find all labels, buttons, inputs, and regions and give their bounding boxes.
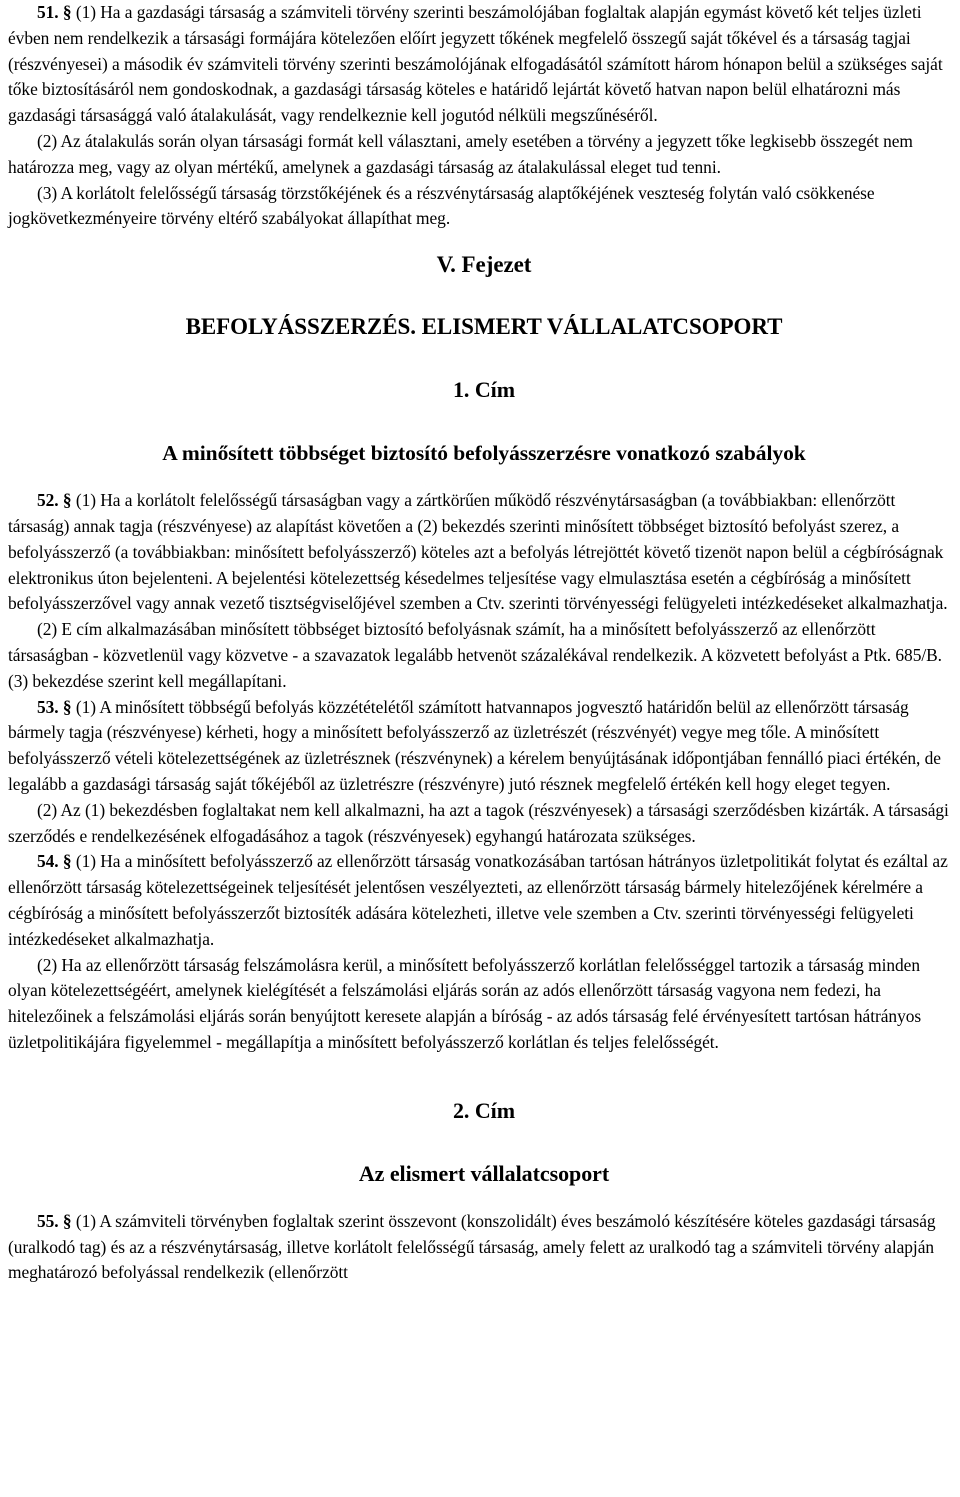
section-sign: § [62, 851, 72, 872]
title-1-name: A minősített többséget biztosító befolyásszerzésre vonatkozó szabályok [162, 441, 806, 466]
chapter-title: BEFOLYÁSSZERZÉS. ELISMERT VÁLLALATCSOPORT [185, 314, 783, 340]
paragraph-text: (1) Ha a gazdasági társaság a számviteli törvény szerinti beszámolójában foglaltak alapján egymást követő két teljes üzleti évben nem rendelkezik a társasági formájára kötelezően előírt jegyzett tőkének megfelelő összegű saját tőkével és a társaság tagjai (részvényesei) a második év számviteli törvény szerinti beszámolójának elfogadásától számított három hónapon belül a szükséges saját tőke biztosításáról nem gondoskodnak, a gazdasági társaság köteles e határidő lejártát követő hatvan napon belül elhatározni más gazdasági társasággá való átalakulását, vagy rendelkeznie kell jogutód nélküli megszűnéséről. [8, 2, 943, 126]
paragraph-51-3: (3) A korlátolt felelősségű társaság törzstőkéjének és a részvénytársaság alaptőkéjének veszteség folytán való csökkenése jogkövetkezményeire törvény eltérő szabályokat állapíthat meg. [8, 182, 875, 229]
paragraph-52-1 [8, 488, 960, 617]
paragraph-53-1 [8, 695, 960, 798]
section-number: 54. [37, 851, 59, 872]
section-number: 52. [37, 490, 59, 511]
section-sign: § [62, 1210, 72, 1231]
paragraph-55-1 [8, 1209, 960, 1286]
section-sign: § [62, 696, 72, 717]
section-number: 53. [37, 696, 59, 717]
section-sign: § [62, 490, 72, 511]
paragraph-text: (1) Ha a minősített befolyásszerző az ellenőrzött társaság vonatkozásában tartósan hátrányos üzletpolitikát folytat és ezáltal az ellenőrzött társaság kötelezettségeinek teljesítését jelentősen veszélyezteti, az ellenőrzött társaság bármely hitelezőjének kérelmére a cégbíróság a minősített befolyásszerzőt biztosíték adására kötelezheti, illetve vele szemben a Ctv. szerinti törvényességi felügyeleti intézkedéseket alkalmazhatja. [8, 851, 948, 949]
paragraph-text: (1) Ha a korlátolt felelősségű társaságban vagy a zártkörűen működő részvénytársaságban (a továbbiakban: ellenőrzött társaság) annak tagja (részvényese) az alapítást követően a (2) bekezdés szerinti minősített többséget biztosító befolyást szerez, a befolyásszerző (a továbbiakban: minősített befolyásszerző) köteles azt a befolyás létrejöttét követő tizenöt napon belül a cégbíróságnak elektronikus úton bejelenteni. A bejelentési kötelezettség késedelmes teljesítése vagy elmulasztása esetén a cégbíróság a minősített befolyásszerzővel vagy annak vezető tisztségviselőjével szemben a Ctv. szerinti törvényességi felügyeleti intézkedéseket alkalmazhatja. [8, 490, 948, 614]
section-number: 55. [37, 1210, 59, 1231]
paragraph-text: (1) A minősített többségű befolyás közzétételétől számított hatvannapos jogvesztő határidőn belül az ellenőrzött társaság bármely tagja (részvényese) kérheti, hogy a minősített befolyásszerző az üzletrészét (részvényét) vegye meg tőle. A minősített befolyásszerző vételi kötelezettségének az üzletrésznek (részvénynek) a kérelem benyújtásának időpontjában fennálló piaci értékén, de legalább a gazdasági társaság saját tőkéjéből az üzletrészre (részvényre) jutó résznek megfelelő értékén kell hogy eleget tegyen. [8, 696, 941, 794]
title-2-name: Az elismert vállalatcsoport [358, 1160, 610, 1186]
title-2-heading: 2. Cím [452, 1097, 516, 1123]
paragraph-text: (1) A számviteli törvényben foglaltak szerint összevont (konszolidált) éves beszámoló készítésére köteles gazdasági társaság (uralkodó tag) és az a részvénytársaság, illetve korlátolt felelősségű társaság, amely felett az uralkodó tag a számviteli törvény alapján meghatározó befolyással rendelkezik (ellenőrzött [8, 1210, 936, 1283]
paragraph-51-1 [8, 0, 960, 129]
chapter-heading: V. Fejezet [436, 252, 532, 278]
section-sign: § [62, 2, 72, 22]
title-1-heading: 1. Cím [452, 377, 516, 403]
paragraph-52-2: (2) E cím alkalmazásában minősített többséget biztosító befolyásnak számít, ha a minősített befolyásszerző az ellenőrzött társaságban - közvetlenül vagy közvetve - a szavazatok legalább hetvenöt százalékával rendelkezik. A közvetett befolyást a Ptk. 685/B. (3) bekezdése szerint kell megállapítani. [8, 619, 942, 691]
paragraph-53-2: (2) Az (1) bekezdésben foglaltakat nem kell alkalmazni, ha azt a tagok (részvényesek) a társasági szerződésben kizárták. A társasági szerződés e rendelkezésének elfogadásához a tagok (részvényesek) egyhangú határozata szükséges. [8, 799, 949, 846]
paragraph-51-2: (2) Az átalakulás során olyan társasági formát kell választani, amely esetében a törvény a jegyzett tőke legkisebb összegét nem határozza meg, vagy az olyan mértékű, amelynek a gazdasági társaság az átalakulással eleget tud tenni. [8, 130, 913, 177]
document-page [8, 0, 960, 1286]
paragraph-54-2: (2) Ha az ellenőrzött társaság felszámolásra kerül, a minősített befolyásszerző korlátlan felelősséggel tartozik a társaság minden olyan kötelezettségéért, amelynek kielégítését a felszámolási eljárás során az adós ellenőrzött társaság vagyona nem fedezi, ha hitelezőinek a felszámolási eljárás során benyújtott keresete alapján a bíróság - az adós társaság felé érvényesített tartósan hátrányos üzletpolitikájára figyelemmel - megállapítja a minősített befolyásszerző korlátlan és teljes felelősségét. [8, 954, 922, 1052]
paragraph-54-1 [8, 849, 960, 952]
section-number: 51. [37, 2, 59, 22]
